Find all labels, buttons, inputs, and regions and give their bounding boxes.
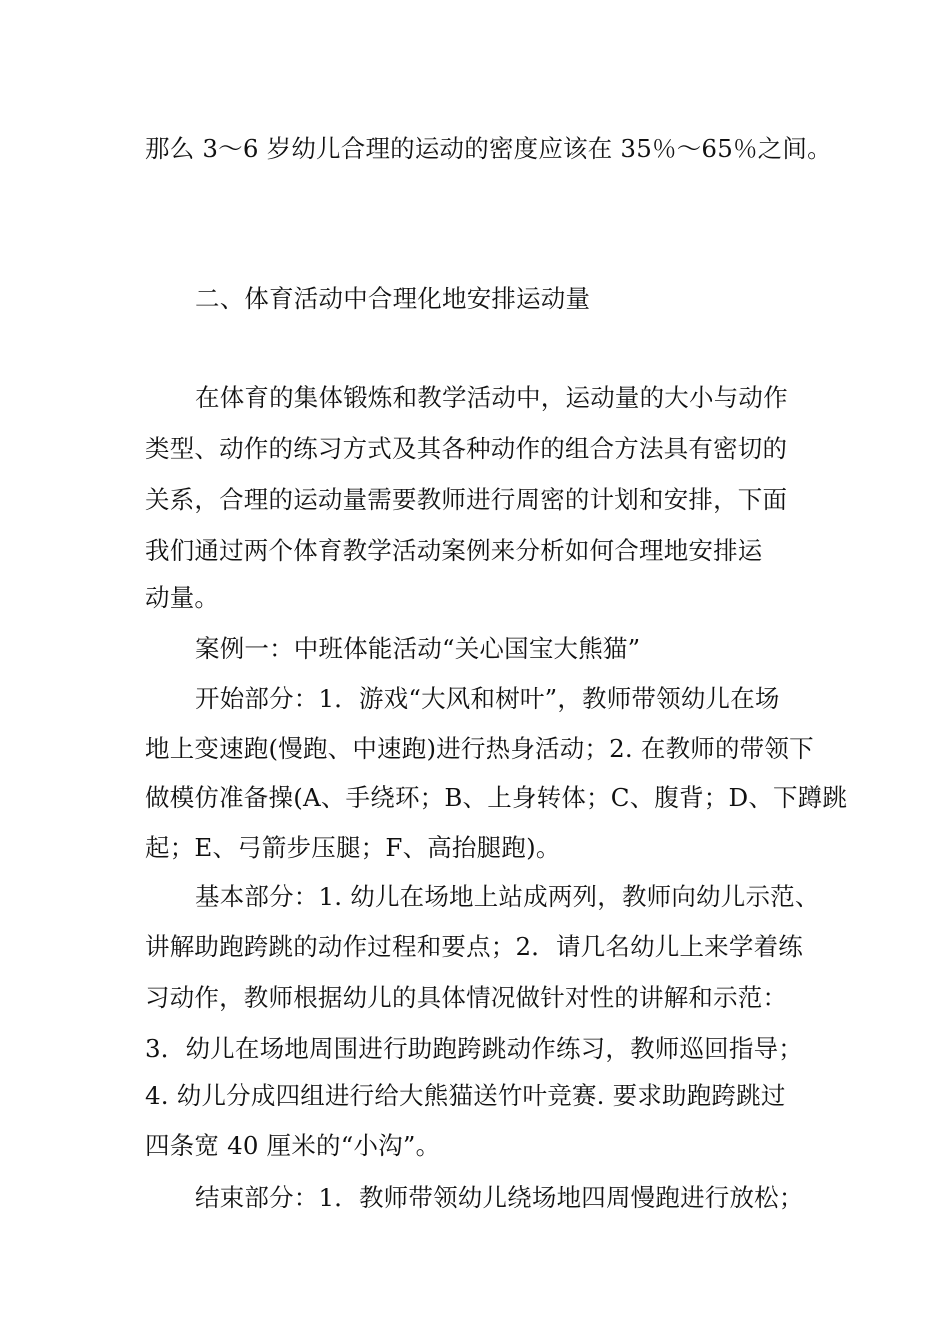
paragraph-line: 四条宽 40 厘米的“小沟”。 — [145, 1131, 441, 1160]
paragraph-line: 关系，合理的运动量需要教师进行周密的计划和安排，下面 — [145, 485, 788, 514]
paragraph-line: 讲解助跑跨跳的动作过程和要点；2．请几名幼儿上来学着练 — [145, 932, 803, 961]
paragraph-line: 习动作，教师根据幼儿的具体情况做针对性的讲解和示范： — [145, 983, 788, 1012]
paragraph-line: 我们通过两个体育教学活动案例来分析如何合理地安排运 — [145, 536, 763, 565]
paragraph-line: 在体育的集体锻炼和教学活动中，运动量的大小与动作 — [195, 383, 788, 412]
paragraph-line: 地上变速跑(慢跑、中速跑)进行热身活动；2. 在教师的带领下 — [145, 734, 814, 763]
case-title: 案例一：中班体能活动“关心国宝大熊猫” — [195, 634, 641, 663]
paragraph-line: 起；E、弓箭步压腿；F、高抬腿跑)。 — [145, 833, 561, 862]
paragraph-line: 那么 3～6 岁幼儿合理的运动的密度应该在 35％～65％之间。 — [145, 134, 832, 163]
paragraph-line: 3．幼儿在场地周围进行助跑跨跳动作练习，教师巡回指导； — [145, 1034, 803, 1063]
section-heading: 二、体育活动中合理化地安排运动量 — [195, 284, 591, 313]
paragraph-line: 结束部分：1．教师带领幼儿绕场地四周慢跑进行放松； — [195, 1183, 804, 1212]
paragraph-line: 开始部分：1．游戏“大风和树叶”，教师带领幼儿在场 — [195, 684, 780, 713]
paragraph-line: 做模仿准备操(A、手绕环；B、上身转体；C、腹背；D、下蹲跳 — [145, 783, 848, 812]
paragraph-line: 基本部分：1. 幼儿在场地上站成两列，教师向幼儿示范、 — [195, 882, 820, 911]
paragraph-line: 4. 幼儿分成四组进行给大熊猫送竹叶竞赛. 要求助跑跨跳过 — [145, 1081, 786, 1110]
paragraph-line: 类型、动作的练习方式及其各种动作的组合方法具有密切的 — [145, 434, 788, 463]
paragraph-line: 动量。 — [145, 583, 220, 612]
